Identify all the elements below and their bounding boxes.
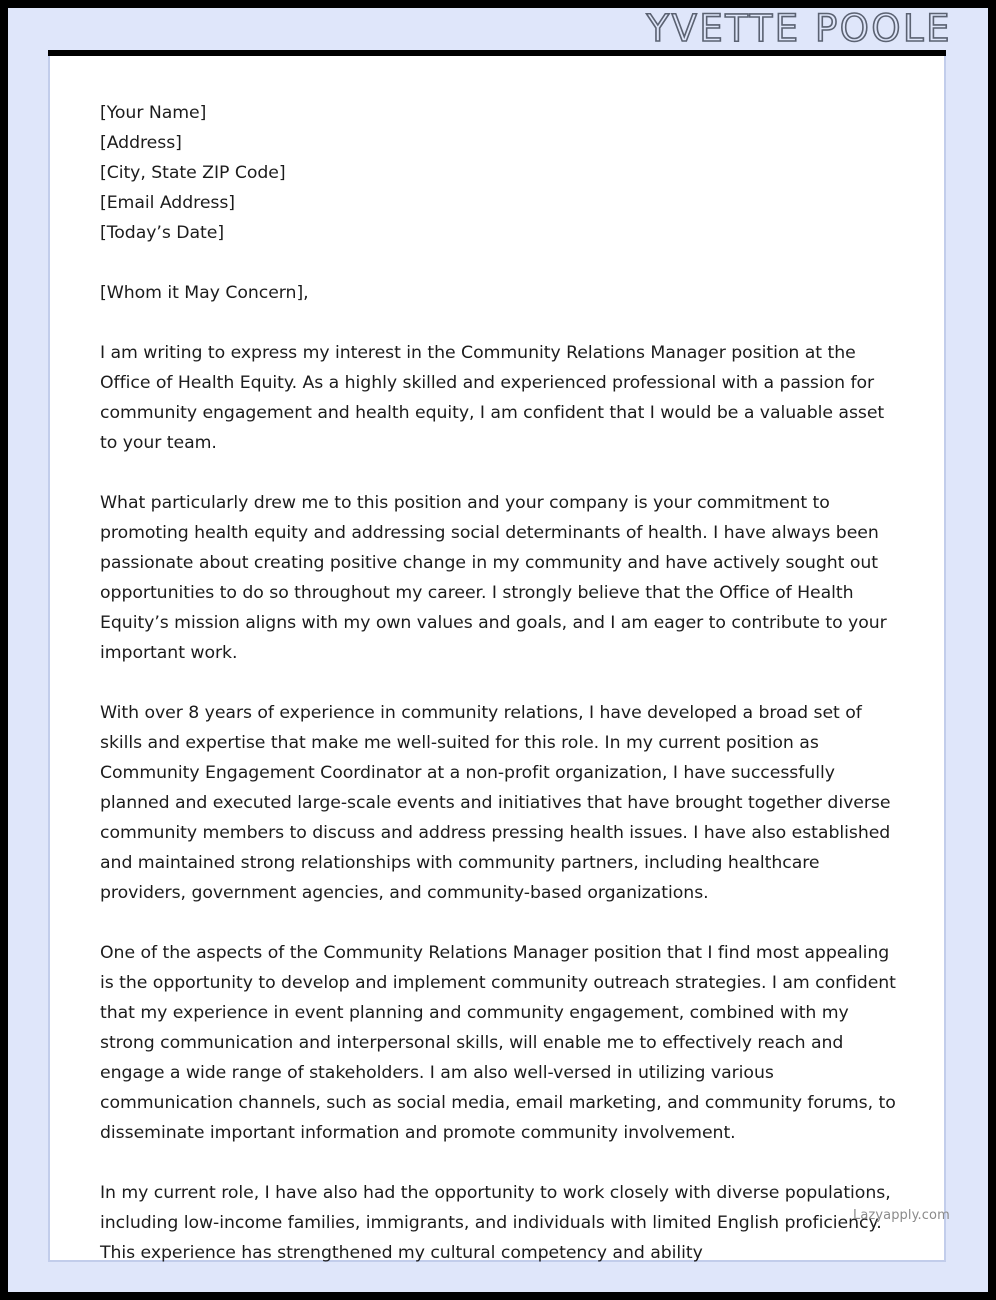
address-line: [Email Address] [100, 193, 235, 213]
address-line: [Today’s Date] [100, 223, 225, 243]
letterhead [8, 8, 988, 50]
letter-paragraph: I am writing to express my interest in the Community Relations Manager position at the Office of Health Equity. As a highly skilled and experienced professional with a passion for community engagement and health equity, I am confident that I would be a valuable asset to your team. [100, 343, 885, 453]
address-line: [Your Name] [100, 103, 207, 123]
letter-paragraph: One of the aspects of the Community Relations Manager position that I find most appealing is the opportunity to develop and implement community outreach strategies. I am confident that my experience in event planning and community engagement, combined with my strong communication and interpersonal skills, will enable me to effectively reach and engage a wide range of stakeholders. I am also well-versed in utilizing various communication channels, such as social media, email marketing, and community forums, to disseminate important information and promote community involvement. [100, 943, 896, 1143]
letterhead-name: YVETTE POOLE [646, 8, 952, 50]
page-backdrop [8, 8, 988, 1292]
letter-body [48, 56, 946, 1268]
letter-paragraph: What particularly drew me to this position and your company is your commitment to promoting health equity and addressing social determinants of health. I have always been passionate about creating positive change in my community and have actively sought out opportunities to do so throughout my career. I strongly believe that the Office of Health Equity’s mission aligns with my own values and goals, and I am eager to contribute to your important work. [100, 493, 887, 663]
lazyapply-watermark: Lazyapply.com [853, 1208, 950, 1223]
address-line: [City, State ZIP Code] [100, 163, 286, 183]
letter-paragraph: With over 8 years of experience in community relations, I have developed a broad set of skills and expertise that make me well-suited for this role. In my current position as Community Engagement Coordinator at a non-profit organization, I have successfully planned and executed large-scale events and initiatives that have brought together diverse community members to discuss and address pressing health issues. I have also established and maintained strong relationships with community partners, including healthcare providers, government agencies, and community-based organizations. [100, 703, 891, 903]
salutation: [Whom it May Concern], [100, 283, 309, 303]
letter-paragraph: In my current role, I have also had the opportunity to work closely with diverse populations, including low-income families, immigrants, and individuals with limited English proficiency. This experience has strengthened my cultural competency and ability [100, 1183, 891, 1263]
address-line: [Address] [100, 133, 182, 153]
sender-address-block [100, 98, 900, 248]
